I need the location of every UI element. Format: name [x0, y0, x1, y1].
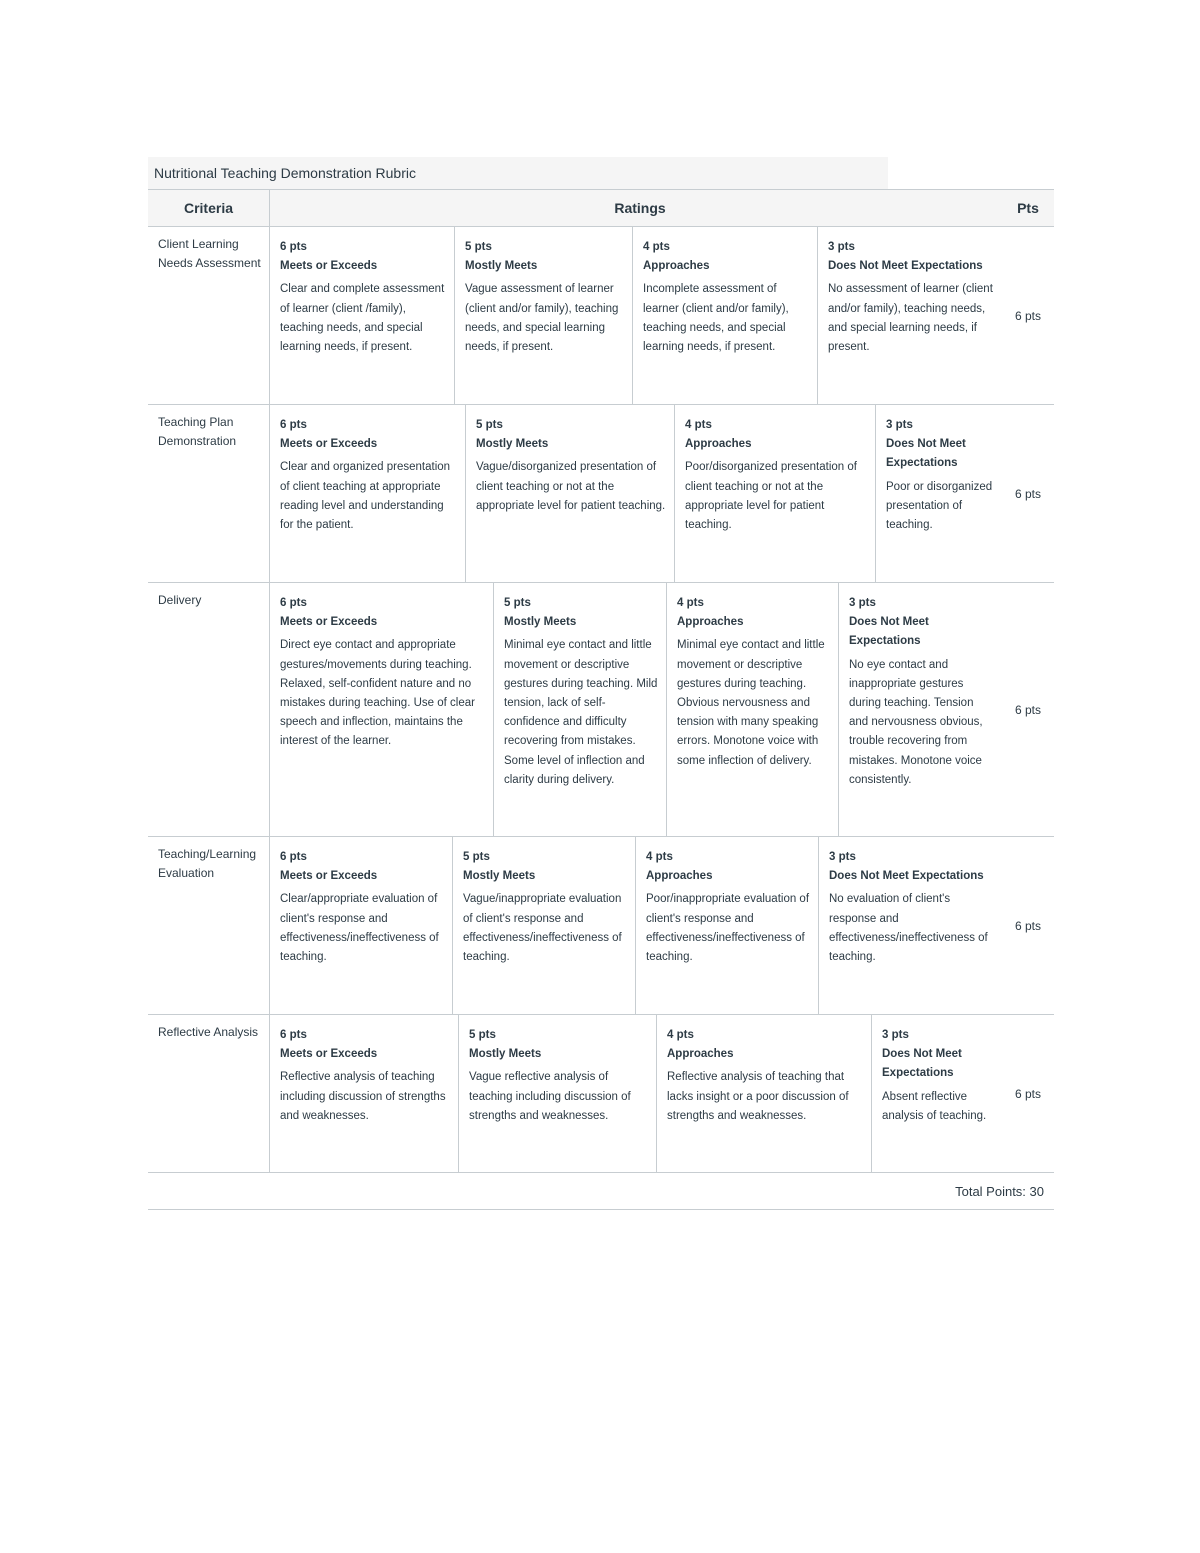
rubric-table: [148, 157, 1054, 1210]
ratings-group: [270, 227, 1002, 404]
rating-description: No evaluation of client's response and effectiveness/ineffectiveness of teaching.: [829, 893, 988, 964]
rating-cell: [270, 837, 453, 1014]
rating-cell: [453, 837, 636, 1014]
rating-points: 5 pts: [476, 419, 503, 431]
rating-cell: [872, 1015, 1002, 1172]
criteria-header: Criteria: [148, 190, 270, 226]
criterion-row: [148, 404, 1054, 582]
rating-cell: [636, 837, 819, 1014]
rating-cell: [876, 405, 1002, 582]
rating-points: 4 pts: [667, 1029, 694, 1041]
rating-cell: [839, 583, 1002, 836]
rating-points: 4 pts: [685, 419, 712, 431]
rating-title: Mostly Meets: [469, 1048, 542, 1061]
rating-points: 5 pts: [469, 1029, 496, 1041]
rating-description: No assessment of learner (client and/or family), teaching needs, and special learning needs, if present.: [828, 283, 993, 354]
rating-title: Meets or Exceeds: [280, 438, 378, 451]
rating-points: 6 pts: [280, 851, 307, 863]
rating-title: Mostly Meets: [465, 260, 538, 273]
ratings-group: [270, 837, 1002, 1014]
rating-points: 5 pts: [463, 851, 490, 863]
rating-description: Reflective analysis of teaching including discussion of strengths and weaknesses.: [280, 1071, 446, 1122]
criterion-label: Teaching Plan Demonstration: [148, 405, 270, 582]
criterion-label: Client Learning Needs Assessment: [148, 227, 270, 404]
rating-cell: [633, 227, 818, 404]
rating-description: Vague assessment of learner (client and/or family), teaching needs, and special learning needs, if present.: [465, 283, 619, 354]
rating-cell: [818, 227, 1002, 404]
rating-description: Absent reflective analysis of teaching.: [882, 1090, 987, 1122]
rating-title: Approaches: [685, 438, 752, 451]
rating-title: Meets or Exceeds: [280, 1048, 378, 1061]
rating-points: 5 pts: [504, 597, 531, 609]
rating-points: 6 pts: [280, 419, 307, 431]
rating-points: 6 pts: [280, 241, 307, 253]
rating-points: 6 pts: [280, 597, 307, 609]
criterion-row: [148, 836, 1054, 1014]
rating-points: 3 pts: [882, 1029, 909, 1041]
rating-points: 3 pts: [886, 419, 913, 431]
ratings-group: [270, 405, 1002, 582]
rating-points: 4 pts: [646, 851, 673, 863]
rating-title: Approaches: [677, 616, 744, 629]
criterion-label: Delivery: [148, 583, 270, 836]
criterion-points: 6 pts: [1014, 486, 1041, 501]
rating-description: Minimal eye contact and little movement or descriptive gestures during teaching. Obvious nervousness and tension with many speaking errors. Monotone voice with some inflection of delivery.: [677, 639, 825, 767]
rating-title: Mostly Meets: [504, 616, 577, 629]
rating-cell: [270, 227, 455, 404]
criterion-points: 6 pts: [1014, 918, 1041, 933]
ratings-group: [270, 1015, 1002, 1172]
rating-points: 6 pts: [280, 1029, 307, 1041]
rating-points: 3 pts: [849, 597, 876, 609]
criterion-row: [148, 582, 1054, 836]
rating-points: 3 pts: [829, 851, 856, 863]
points-header: Pts: [1017, 200, 1039, 216]
rating-cell: [270, 405, 466, 582]
criterion-label: Teaching/Learning Evaluation: [148, 837, 270, 1014]
criterion-label: Reflective Analysis: [148, 1015, 270, 1172]
rating-description: Clear and organized presentation of client teaching at appropriate reading level and understanding for the patient.: [280, 461, 451, 532]
rating-description: Poor or disorganized presentation of teaching.: [886, 480, 993, 532]
rating-description: Poor/disorganized presentation of client teaching or not at the appropriate level for patient teaching.: [685, 461, 857, 532]
rating-points: 5 pts: [465, 241, 492, 253]
rating-description: Incomplete assessment of learner (client and/or family), teaching needs, and special learning needs, if present.: [643, 283, 789, 354]
criterion-row: [148, 226, 1054, 404]
criterion-points: 6 pts: [1014, 1086, 1041, 1101]
total-points: Total Points: 30: [148, 1172, 1054, 1210]
rating-points: 4 pts: [643, 241, 670, 253]
rating-title: Approaches: [643, 260, 710, 273]
rating-title: Does Not Meet Expectations: [882, 1048, 962, 1080]
rating-description: Clear/appropriate evaluation of client's response and effectiveness/ineffectiveness of teaching.: [280, 893, 439, 964]
rating-points: 3 pts: [828, 241, 855, 253]
rating-description: Vague/inappropriate evaluation of client's response and effectiveness/ineffectiveness of teaching.: [463, 893, 622, 964]
rating-title: Does Not Meet Expectations: [849, 616, 929, 648]
rating-cell: [466, 405, 675, 582]
rating-title: Meets or Exceeds: [280, 616, 378, 629]
rating-cell: [459, 1015, 657, 1172]
rating-title: Does Not Meet Expectations: [886, 438, 966, 470]
ratings-group: [270, 583, 1002, 836]
criterion-points: 6 pts: [1014, 702, 1041, 717]
rating-description: Direct eye contact and appropriate gestures/movements during teaching. Relaxed, self-confident nature and no mistakes during teaching. Use of clear speech and inflection, maintains the interest of the learner.: [280, 639, 475, 748]
rating-cell: [675, 405, 876, 582]
rating-description: No eye contact and inappropriate gestures during teaching. Tension and nervousness obvious, trouble recovering from mistakes. Monotone voice consistently.: [849, 658, 983, 786]
rating-title: Meets or Exceeds: [280, 870, 378, 883]
rating-cell: [494, 583, 667, 836]
rating-title: Does Not Meet Expectations: [829, 870, 984, 883]
rating-title: Approaches: [667, 1048, 734, 1061]
rating-cell: [270, 1015, 459, 1172]
rating-title: Approaches: [646, 870, 713, 883]
rating-points: 4 pts: [677, 597, 704, 609]
rating-title: Does Not Meet Expectations: [828, 260, 983, 273]
rating-description: Vague/disorganized presentation of client teaching or not at the appropriate level for patient teaching.: [476, 461, 666, 512]
criterion-row: [148, 1014, 1054, 1172]
rating-cell: [270, 583, 494, 836]
rating-description: Clear and complete assessment of learner (client /family), teaching needs, and special learning needs, if present.: [280, 283, 445, 354]
ratings-header: Ratings: [614, 200, 666, 216]
criterion-points: 6 pts: [1014, 308, 1041, 323]
header-row: [148, 189, 1054, 226]
rubric-title: Nutritional Teaching Demonstration Rubric: [148, 157, 888, 189]
rating-title: Meets or Exceeds: [280, 260, 378, 273]
rating-description: Reflective analysis of teaching that lacks insight or a poor discussion of strengths and weaknesses.: [667, 1071, 849, 1122]
rating-description: Minimal eye contact and little movement or descriptive gestures during teaching. Mild tension, lack of self-confidence and difficulty recovering from mistakes. Some level of inflection and clarity during delivery.: [504, 639, 658, 786]
rating-description: Vague reflective analysis of teaching including discussion of strengths and weaknesses.: [469, 1071, 631, 1122]
rating-cell: [819, 837, 1002, 1014]
rating-title: Mostly Meets: [463, 870, 536, 883]
rating-title: Mostly Meets: [476, 438, 549, 451]
rating-cell: [455, 227, 633, 404]
rating-cell: [657, 1015, 872, 1172]
rating-description: Poor/inappropriate evaluation of client's response and effectiveness/ineffectiveness of teaching.: [646, 893, 810, 964]
rating-cell: [667, 583, 839, 836]
